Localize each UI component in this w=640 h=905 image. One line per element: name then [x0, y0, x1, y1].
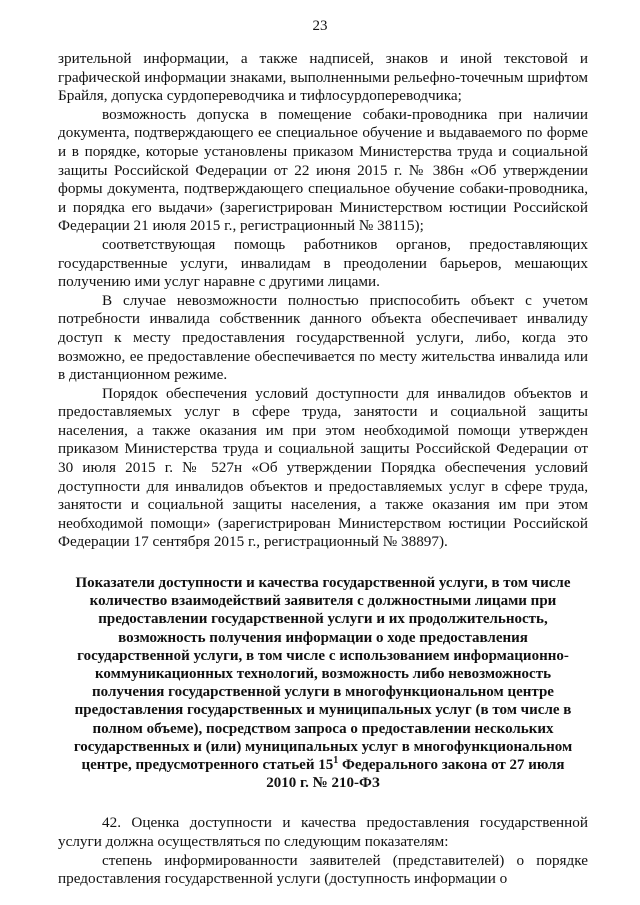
paragraph: Порядок обеспечения условий доступности для инвалидов объектов и предоставляемых услуг в сфере труда, занятости и социальной защиты населения, а также оказания им при этом необходимой помощи утвержден приказом Министерства труда и социальной защиты Российской Федерации от 30 июля 2015 г. № 527н «Об утверждении Порядка обеспечения условий доступности для инвалидов объектов и предоставляемых услуг в сфере труда, занятости и социальной защиты населения, а также оказания им при этом необходимой помощи» (зарегистрирован Министерством юстиции Российской Федерации 17 сентября 2015 г., регистрационный № 38897). — [58, 384, 588, 551]
paragraph: В случае невозможности полностью приспособить объект с учетом потребности инвалида собственник данного объекта обеспечивает инвалиду доступ к месту предоставления государственной услуги, либо, когда это возможно, ее предоставление обеспечивается по месту жительства инвалида или в дистанционном режиме. — [58, 291, 588, 384]
section-heading-text-tail: Федерального закона от 27 июля 2010 г. № 210-ФЗ — [266, 757, 565, 792]
paragraph: возможность допуска в помещение собаки-проводника при наличии документа, подтверждающего ее специальное обучение и выдаваемого по форме и в порядке, которые установлены приказом Министерства труда и социальной защиты Российской Федерации от 22 июня 2015 г. № 386н «Об утверждении формы документа, подтверждающего специальное обучение собаки-проводника, и порядка его выдачи» (зарегистрирован Министерством юстиции Российской Федерации 21 июля 2015 г., регистрационный № 38115); — [58, 105, 588, 235]
section-heading — [58, 574, 588, 792]
paragraph: степень информированности заявителей (представителей) о порядке предоставления государственной услуги (доступность информации о — [58, 851, 588, 888]
paragraph: зрительной информации, а также надписей, знаков и иной текстовой и графической информации знаками, выполненными рельефно-точечным шрифтом Брайля, допуска сурдопереводчика и тифлосурдопереводчика; — [58, 50, 588, 105]
footnote-marker: 1 — [333, 755, 339, 767]
page-number: 23 — [312, 18, 328, 34]
paragraph: соответствующая помощь работников органов, предоставляющих государственные услуги, инвалидам в преодолении барьеров, мешающих получению ими услуг наравне с другими лицами. — [58, 235, 588, 291]
document-body — [58, 50, 588, 889]
section-heading-text: Показатели доступности и качества государственной услуги, в том числе количество взаимодействий заявителя с должностными лицами при предоставлении государственной услуги и их продолжительность, возможность получения информации о ходе предоставления государственной услуги, в том числе с использованием информационно-коммуникационных технологий, возможность либо невозможность получения государственной услуги в многофункциональном центре предоставления государственных и муниципальных услуг (в том числе в полном объеме), посредством запроса о предоставлении нескольких государственных и (или) муниципальных услуг в многофункциональном центре, предусмотренного статьей 15 — [73, 575, 573, 774]
paragraph: 42. Оценка доступности и качества предоставления государственной услуги должна осуществляться по следующим показателям: — [58, 814, 588, 851]
